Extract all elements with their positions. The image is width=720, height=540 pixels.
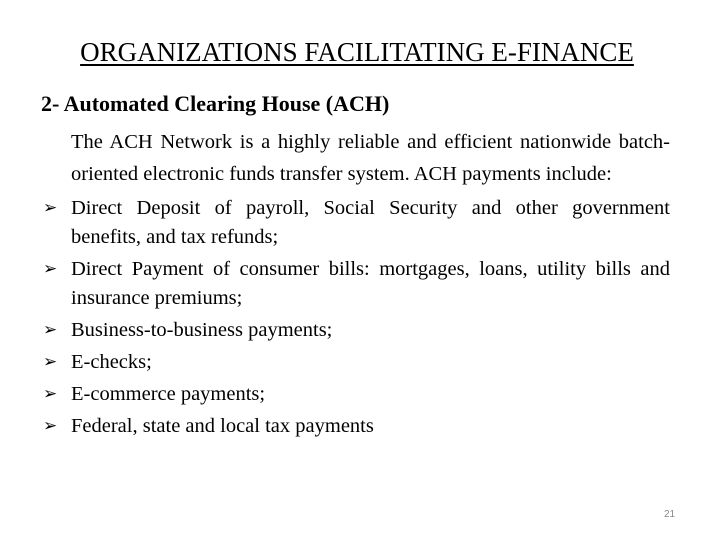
arrow-bullet-icon: ➢ bbox=[43, 259, 58, 279]
bullet-list bbox=[43, 194, 670, 441]
list-item-text: E-commerce payments; bbox=[71, 383, 266, 405]
list-item-text: Direct Deposit of payroll, Social Security and other government benefits, and tax refunds; bbox=[71, 197, 670, 248]
section-heading: 2- Automated Clearing House (ACH) bbox=[41, 91, 390, 116]
list-item bbox=[43, 255, 670, 313]
page-number: 21 bbox=[664, 509, 676, 520]
list-item-text: Direct Payment of consumer bills: mortgages, loans, utility bills and insurance premiums; bbox=[71, 258, 670, 309]
arrow-bullet-icon: ➢ bbox=[43, 416, 58, 436]
intro-paragraph: The ACH Network is a highly reliable and efficient nationwide batch-oriented electronic funds transfer system. ACH payments include: bbox=[71, 131, 670, 185]
arrow-bullet-icon: ➢ bbox=[43, 352, 58, 372]
list-item-text: Federal, state and local tax payments bbox=[71, 415, 374, 437]
arrow-bullet-icon: ➢ bbox=[43, 320, 58, 340]
list-item bbox=[43, 380, 670, 409]
list-item-text: Business-to-business payments; bbox=[71, 319, 333, 341]
slide-content bbox=[43, 127, 670, 444]
list-item bbox=[43, 194, 670, 252]
arrow-bullet-icon: ➢ bbox=[43, 384, 58, 404]
list-item bbox=[43, 412, 670, 441]
list-item-text: E-checks; bbox=[71, 351, 152, 373]
arrow-bullet-icon: ➢ bbox=[43, 198, 58, 218]
slide-title: ORGANIZATIONS FACILITATING E-FINANCE bbox=[80, 37, 634, 67]
list-item bbox=[43, 348, 670, 377]
list-item bbox=[43, 316, 670, 345]
